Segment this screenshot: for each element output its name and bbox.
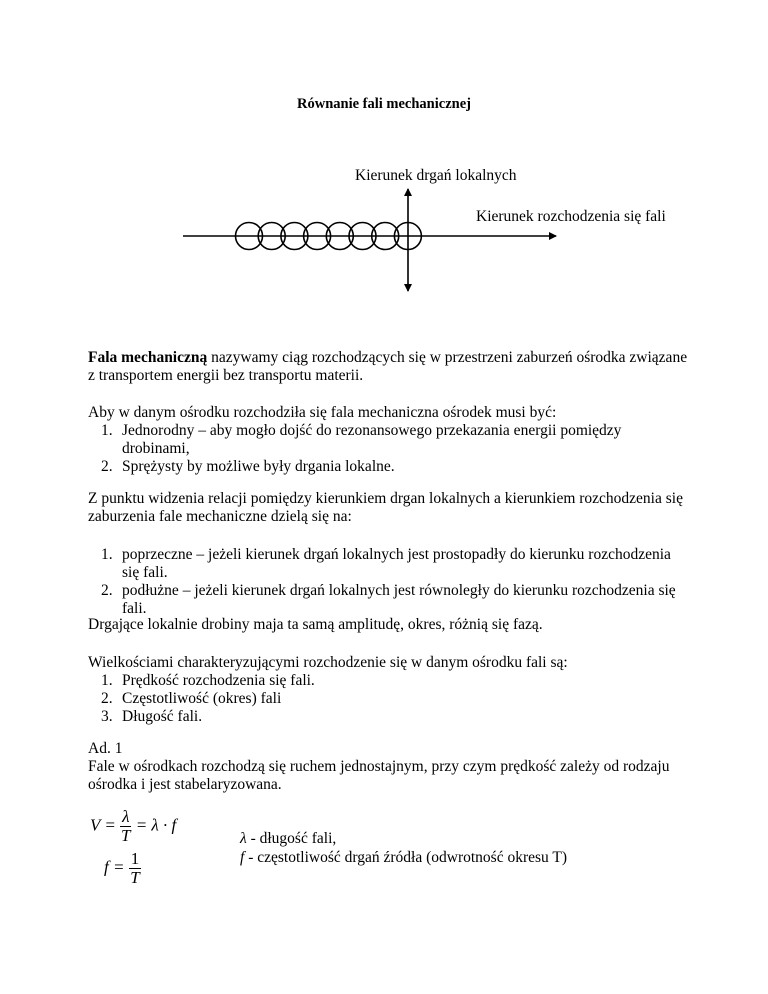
definition-term: Fala mechaniczną <box>88 349 208 366</box>
list-item: 3. Długość fali. <box>101 708 203 725</box>
quantities-section <box>88 654 688 726</box>
ad1-text: Fale w ośrodkach rozchodzą się ruchem jednostajnym, przy czym prędkość zależy od rodzaju ośrodka i jest stabelaryzowana. <box>88 758 670 793</box>
f-symbol: f <box>240 849 245 866</box>
quantities-list <box>88 672 688 726</box>
page-title: Równanie fali mechanicznej <box>297 96 471 112</box>
quantities-intro: Wielkościami charakteryzującymi rozchodzenie się w danym ośrodku fali są: <box>88 654 568 671</box>
conditions-intro: Aby w danym ośrodku rozchodziła się fala mechaniczna ośrodek musi być: <box>88 404 557 421</box>
lambda-legend: λ - długość fali, <box>240 830 337 847</box>
vertical-direction-label: Kierunek drgań lokalnych <box>355 167 517 184</box>
list-item: 2. Sprężysty by możliwe były drgania lokalne. <box>101 458 395 475</box>
frequency-legend: f - częstotliwość drgań źródła (odwrotność okresu T) <box>240 849 567 866</box>
classification-intro: Z punktu widzenia relacji pomiędzy kierunkiem drgan lokalnych a kierunkiem rozchodzenia się zaburzenia fale mechaniczne dzielą się na: <box>88 490 683 525</box>
horizontal-direction-label: Kierunek rozchodzenia się fali <box>476 208 666 225</box>
amplitude-note: Drgające lokalnie drobiny maja ta samą amplitudę, okres, różnią się fazą. <box>88 616 543 633</box>
ad1-heading: Ad. 1 <box>88 740 123 757</box>
velocity-fraction: $\frac{\lambda}{T}$ <box>121 807 131 845</box>
lambda-symbol: λ <box>240 830 247 847</box>
wave-diagram <box>180 185 560 295</box>
conditions-section <box>88 404 688 476</box>
list-item: 1. poprzeczne – jeżeli kierunek drgań lokalnych jest prostopadły do kierunku rozchodzenia się fali. <box>101 546 671 581</box>
classification-list <box>88 546 688 618</box>
frequency-formula: f = $\frac{1}{T}$ <box>104 849 140 887</box>
conditions-list <box>88 422 688 476</box>
velocity-formula: V = $\frac{\lambda}{T}$ = λ · f <box>90 807 177 845</box>
list-item: 1. Jednorodny – aby mogło dojść do rezonansowego przekazania energii pomiędzy drobinami, <box>101 422 622 457</box>
definition-text: nazywamy ciąg rozchodzących się w przestrzeni zaburzeń ośrodka związane z transportem energii bez transportu materii. <box>88 349 688 384</box>
list-item: 1. Prędkość rozchodzenia się fali. <box>101 672 315 689</box>
list-item: 2. podłużne – jeżeli kierunek drgań lokalnych jest równoległy do kierunku rozchodzenia się fali. <box>101 582 676 617</box>
frequency-fraction: $\frac{1}{T}$ <box>130 849 140 887</box>
ad1-section <box>88 740 688 794</box>
list-item: 2. Częstotliwość (okres) fali <box>101 690 282 707</box>
definition-paragraph <box>88 349 688 385</box>
